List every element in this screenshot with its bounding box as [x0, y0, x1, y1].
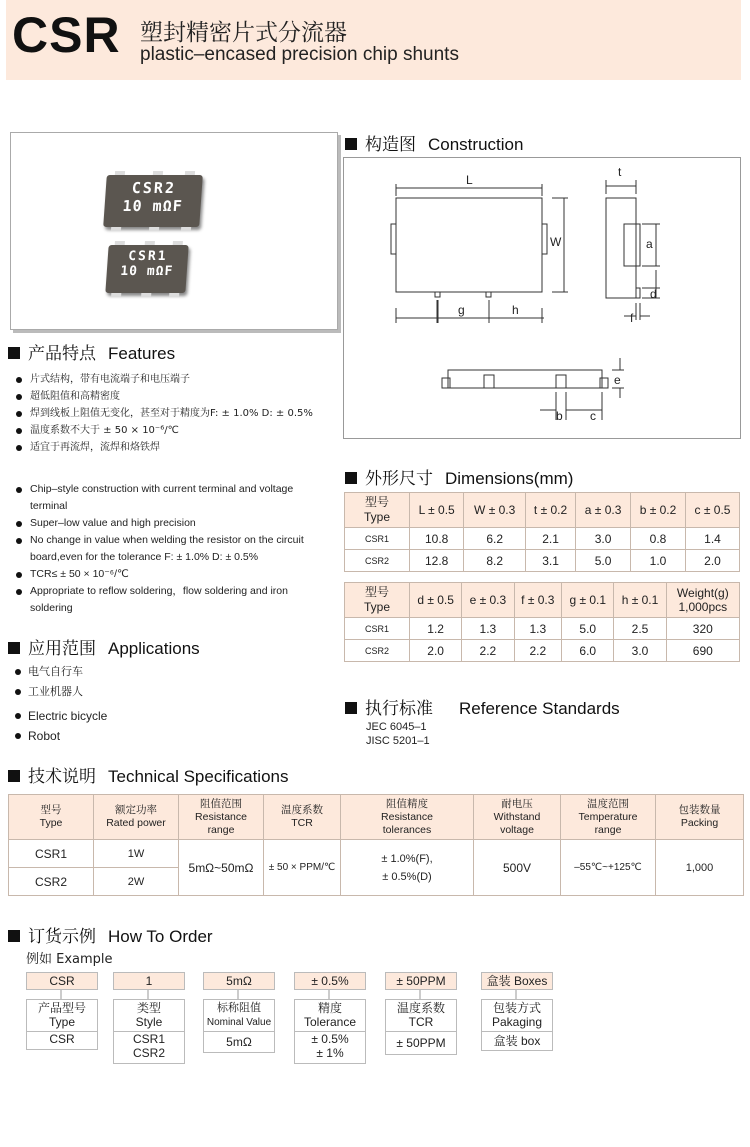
label-W: W — [550, 235, 562, 249]
dim1-header: c ± 0.5 — [685, 493, 739, 528]
order-code-type: CSR — [26, 972, 98, 990]
order-example-label: 例如 Example — [26, 952, 113, 967]
table-row: CSR2 2.0 2.2 2.2 6.0 3.0 690 — [345, 640, 740, 662]
spec-header: 阻值精度 Resistance tolerances — [341, 795, 474, 840]
order-label-type: 产品型号 Type — [26, 999, 98, 1033]
feature-cn-item: 片式结构，带有电流端子和电压端子 — [14, 371, 334, 388]
spec-header: 包装数量 Packing — [656, 795, 744, 840]
dim1-header: t ± 0.2 — [526, 493, 576, 528]
feature-en-item: Appropriate to reflow soldering，flow soldering and iron soldering — [14, 583, 314, 617]
dim2-header: g ± 0.1 — [562, 583, 614, 618]
order-label-packaging: 包装方式 Pakaging — [481, 999, 553, 1033]
features-title: 产品特点 Features — [8, 339, 175, 364]
reference-item: JEC 6045–1 — [366, 721, 427, 733]
order-value-value: 5mΩ — [203, 1031, 275, 1053]
dim2-type-header: 型号 Type — [345, 583, 410, 618]
title-en: plastic–encased precision chip shunts — [140, 44, 459, 65]
dim1-header: a ± 0.3 — [576, 493, 631, 528]
table-row: CSR1 10.8 6.2 2.1 3.0 0.8 1.4 — [345, 528, 740, 550]
chip-csr2-line2: 10 mΩF — [121, 197, 184, 215]
dim2-weight-header: Weight(g) 1,000pcs — [666, 583, 739, 618]
application-item: 电气自行车 — [14, 662, 107, 682]
label-t: t — [618, 165, 622, 179]
order-value-tolerance: ± 0.5% ± 1% — [294, 1031, 366, 1064]
order-value-tcr: ± 50PPM — [385, 1031, 457, 1055]
feature-en-item: Super–low value and high precision — [14, 515, 314, 532]
order-label-value: 标称阻值 Nominal Value — [203, 999, 275, 1033]
order-code-packaging: 盒装 Boxes — [481, 972, 553, 990]
application-item: 工业机器人 — [14, 682, 107, 702]
applications-title: 应用范围 Applications — [8, 634, 200, 659]
order-label-tolerance: 精度 Tolerance — [294, 999, 366, 1033]
spec-header: 温度系数 TCR — [264, 795, 341, 840]
feature-en-item: TCR≤ ± 50 × 10⁻⁶/℃ — [14, 566, 314, 583]
dim1-type-header: 型号 Type — [345, 493, 410, 528]
order-value-packaging: 盒装 box — [481, 1031, 553, 1051]
spec-header: 阻值范围 Resistance range — [179, 795, 264, 840]
feature-en-item: Chip–style construction with current terminal and voltage terminal — [14, 481, 314, 515]
label-g: g — [458, 303, 465, 317]
order-label-style: 类型 Style — [113, 999, 185, 1033]
dim1-header: L ± 0.5 — [410, 493, 464, 528]
table-row: CSR1 1W 5mΩ~50mΩ ± 50 × PPM/℃ ± 1.0%(F), ± 0.5%(D) 500V –55℃~+125℃ 1,000 — [9, 840, 744, 868]
dim2-header: e ± 0.3 — [462, 583, 514, 618]
label-a: a — [646, 237, 653, 251]
label-b: b — [556, 409, 563, 423]
table-row: CSR1 1.2 1.3 1.3 5.0 2.5 320 — [345, 618, 740, 640]
label-L: L — [466, 173, 473, 187]
dim1-header: b ± 0.2 — [631, 493, 686, 528]
order-code-style: 1 — [113, 972, 185, 990]
spec-tolerance: ± 1.0%(F), ± 0.5%(D) — [341, 840, 474, 896]
chip-csr1-line2: 10 mΩF — [119, 264, 174, 279]
dim2-header: h ± 0.1 — [614, 583, 666, 618]
construction-title: 构造图 Construction — [345, 130, 523, 155]
spec-header: 温度范围 Temperature range — [561, 795, 656, 840]
order-value-style: CSR1 CSR2 — [113, 1031, 185, 1064]
dimensions-title: 外形尺寸 Dimensions(mm) — [345, 464, 573, 489]
dim2-header: f ± 0.3 — [514, 583, 562, 618]
application-item: Electric bicycle — [14, 706, 107, 726]
spec-header: 耐电压 Withstand voltage — [474, 795, 561, 840]
feature-cn-item: 适宜于再流焊，流焊和烙铁焊 — [14, 439, 334, 456]
feature-en-item: No change in value when welding the resistor on the circuit board,even for the tolerance F: ± 1.0% D: ± 0.5% — [14, 532, 314, 566]
order-value-type: CSR — [26, 1031, 98, 1050]
table-row: CSR2 12.8 8.2 3.1 5.0 1.0 2.0 — [345, 550, 740, 572]
order-title: 订货示例 How To Order — [8, 922, 213, 947]
dim1-header: W ± 0.3 — [464, 493, 526, 528]
reference-item: JISC 5201–1 — [366, 735, 430, 747]
spec-header: 额定功率 Rated power — [94, 795, 179, 840]
order-code-tolerance: ± 0.5% — [294, 972, 366, 990]
feature-cn-item: 超低阻值和高精密度 — [14, 388, 334, 405]
label-h: h — [512, 303, 519, 317]
order-code-tcr: ± 50PPM — [385, 972, 457, 990]
label-e: e — [614, 373, 621, 387]
chip-csr2-line1: CSR2 — [131, 179, 177, 197]
feature-cn-item: 温度系数不大于 ± 50 × 10⁻⁶/℃ — [14, 422, 334, 439]
title-cn: 塑封精密片式分流器 — [140, 20, 347, 46]
application-item: Robot — [14, 726, 107, 746]
feature-cn-item: 焊到线板上阻值无变化，甚至对于精度为F: ± 1.0% D: ± 0.5% — [14, 405, 334, 422]
reference-title: 执行标准 Reference Standards — [345, 694, 620, 719]
label-c: c — [590, 409, 596, 423]
product-code: CSR — [12, 7, 121, 63]
spec-header: 型号 Type — [9, 795, 94, 840]
label-d: d — [650, 287, 657, 301]
order-label-tcr: 温度系数 TCR — [385, 999, 457, 1033]
specs-title: 技术说明 Technical Specifications — [8, 762, 288, 787]
label-f: f — [630, 311, 634, 325]
dim2-header: d ± 0.5 — [410, 583, 462, 618]
table-row: CSR2 2W — [9, 868, 744, 896]
chip-csr1-line1: CSR1 — [127, 249, 169, 264]
order-code-value: 5mΩ — [203, 972, 275, 990]
